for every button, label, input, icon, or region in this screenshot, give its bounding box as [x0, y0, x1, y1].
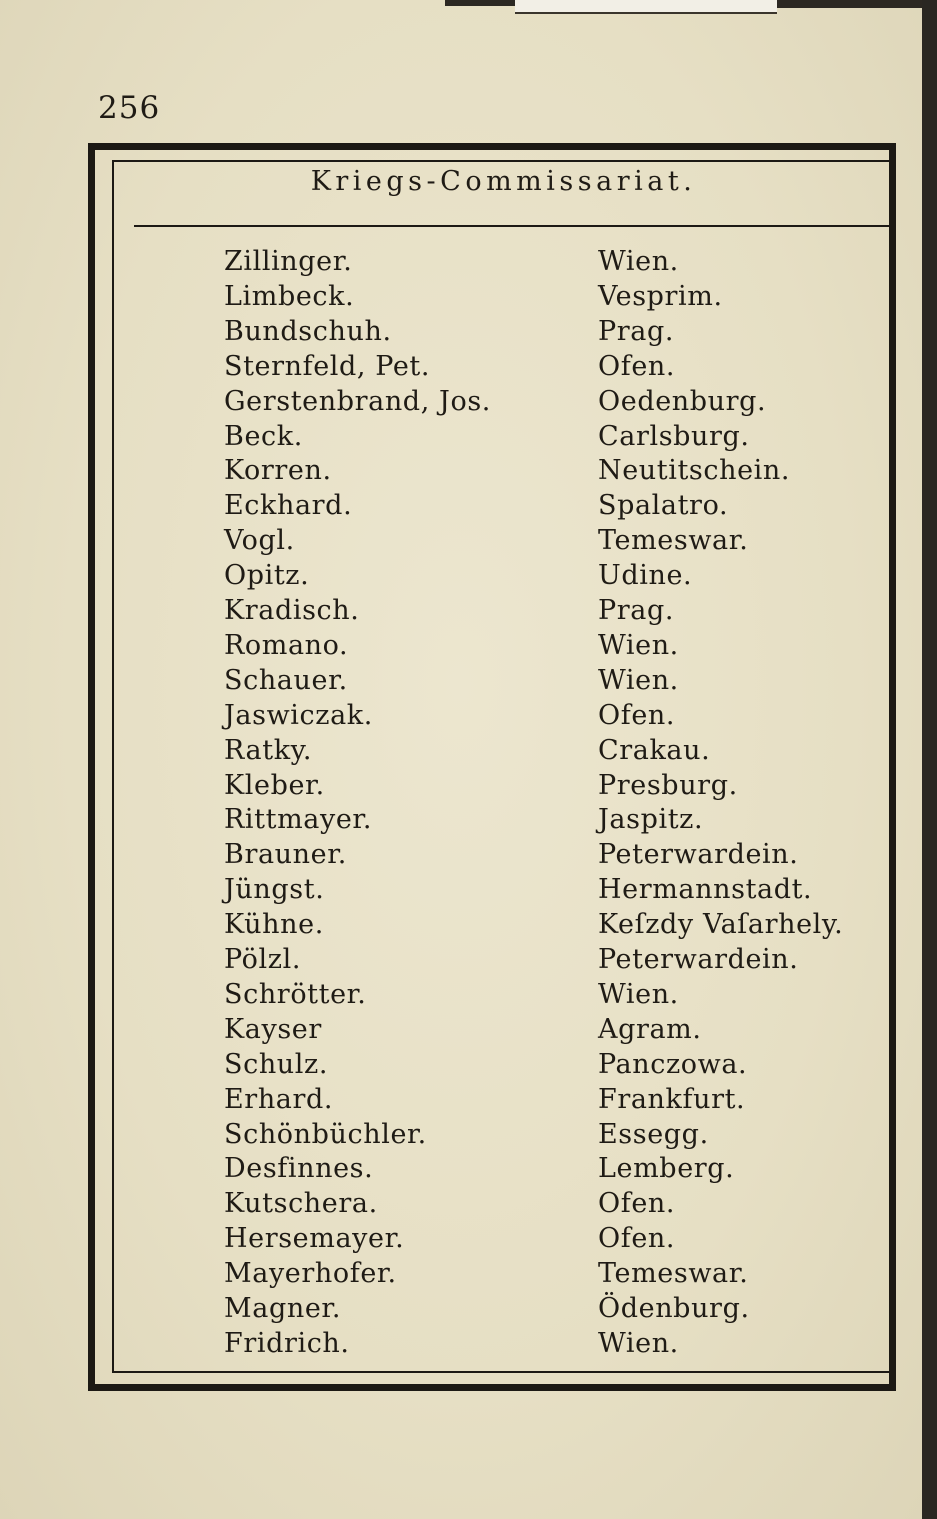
entry-place: Wien. — [598, 665, 679, 696]
page-number: 256 — [98, 90, 161, 126]
entry-name: Pölzl. — [224, 944, 302, 975]
entry-place: Essegg. — [598, 1119, 709, 1150]
entry-place: Oedenburg. — [598, 386, 767, 417]
entry-name: Eckhard. — [224, 490, 353, 521]
entry-place: Ofen. — [598, 351, 676, 382]
book-edge — [922, 0, 937, 1519]
entry-place: Ofen. — [598, 700, 676, 731]
entry-name: Zillinger. — [224, 246, 353, 277]
section-title: Kriegs-Commissariat. — [310, 166, 697, 197]
entry-place: Peterwardein. — [598, 839, 799, 870]
header-divider — [134, 225, 892, 227]
entry-name: Desfinnes. — [224, 1153, 374, 1184]
entry-place: Carlsburg. — [598, 421, 750, 452]
entry-place: Vesprim. — [598, 281, 723, 312]
entry-name: Kradisch. — [224, 595, 360, 626]
entry-name: Jaswiczak. — [224, 700, 373, 731]
entry-name: Jüngst. — [224, 874, 325, 905]
entry-name: Beck. — [224, 421, 303, 452]
entry-place: Agram. — [598, 1014, 702, 1045]
paper-tab — [515, 0, 777, 14]
entry-name: Limbeck. — [224, 281, 355, 312]
entry-place: Frankfurt. — [598, 1084, 746, 1115]
entry-place: Wien. — [598, 979, 679, 1010]
entry-place: Presburg. — [598, 770, 738, 801]
entry-name: Mayerhofer. — [224, 1258, 397, 1289]
entry-place: Hermannstadt. — [598, 874, 813, 905]
entry-name: Schulz. — [224, 1049, 329, 1080]
entry-name: Kleber. — [224, 770, 325, 801]
entry-place: Prag. — [598, 316, 675, 347]
entry-name: Rittmayer. — [224, 804, 373, 835]
entry-name: Romano. — [224, 630, 349, 661]
scan-edge-shadow — [777, 0, 922, 8]
entry-place: Ofen. — [598, 1188, 676, 1219]
entry-name: Ratky. — [224, 735, 313, 766]
entry-name: Schönbüchler. — [224, 1119, 427, 1150]
entry-name: Erhard. — [224, 1084, 334, 1115]
entry-name: Brauner. — [224, 839, 347, 870]
entry-place: Temeswar. — [598, 1258, 749, 1289]
entry-name: Gerstenbrand, Jos. — [224, 386, 491, 417]
entry-name: Kühne. — [224, 909, 324, 940]
entry-name: Korren. — [224, 455, 332, 486]
entry-name: Sternfeld, Pet. — [224, 351, 431, 382]
entry-place: Jaspitz. — [598, 804, 704, 835]
entry-place: Temeswar. — [598, 525, 749, 556]
entry-name: Kayser — [224, 1014, 322, 1045]
entry-place: Panczowa. — [598, 1049, 748, 1080]
entry-place: Ofen. — [598, 1223, 676, 1254]
entry-place: Keſzdy Vaſarhely. — [598, 909, 844, 940]
entry-place: Udine. — [598, 560, 693, 591]
entry-place: Neutitschein. — [598, 455, 791, 486]
entry-name: Bundschuh. — [224, 316, 392, 347]
entry-name: Hersemayer. — [224, 1223, 405, 1254]
entry-place: Ödenburg. — [598, 1293, 750, 1324]
entry-name: Fridrich. — [224, 1328, 350, 1359]
entry-place: Wien. — [598, 246, 679, 277]
entry-place: Crakau. — [598, 735, 711, 766]
entry-name: Opitz. — [224, 560, 310, 591]
entry-place: Wien. — [598, 630, 679, 661]
entry-name: Vogl. — [224, 525, 295, 556]
scan-edge-shadow — [445, 0, 515, 6]
entry-name: Schauer. — [224, 665, 348, 696]
entry-place: Spalatro. — [598, 490, 729, 521]
entry-place: Lemberg. — [598, 1153, 735, 1184]
entry-place: Peterwardein. — [598, 944, 799, 975]
entry-place: Prag. — [598, 595, 675, 626]
entry-name: Kutschera. — [224, 1188, 378, 1219]
entry-name: Schrötter. — [224, 979, 367, 1010]
entry-name: Magner. — [224, 1293, 342, 1324]
entry-place: Wien. — [598, 1328, 679, 1359]
